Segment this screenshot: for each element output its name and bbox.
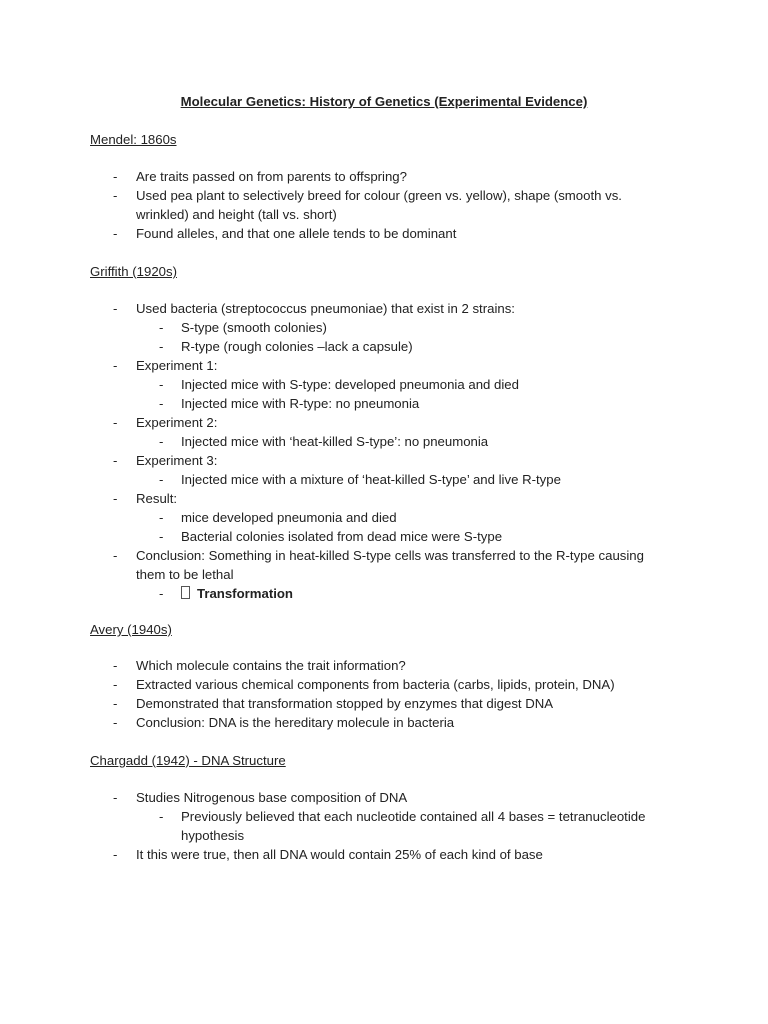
bullet-dash: - — [113, 226, 118, 241]
list-item-text: Bacterial colonies isolated from dead mice were S-type — [181, 529, 503, 544]
sub-list-item — [0, 432, 768, 451]
list-item-text: Used bacteria (streptococcus pneumoniae) that exist in 2 strains: — [136, 301, 515, 316]
bullet-dash: - — [113, 696, 118, 711]
list-item-text: It this were true, then all DNA would contain 25% of each kind of base — [136, 847, 543, 862]
list-item-text: Conclusion: DNA is the hereditary molecule in bacteria — [136, 715, 455, 730]
sub-list-item — [0, 470, 768, 489]
list-item — [0, 299, 768, 318]
bullet-dash: - — [159, 339, 164, 354]
sub-list-item — [0, 584, 768, 603]
list-item — [0, 451, 768, 470]
section-heading-mendel: Mendel: 1860s — [90, 132, 177, 147]
section-heading-avery: Avery (1940s) — [90, 622, 172, 637]
griffith-list — [0, 299, 768, 603]
list-item-text: Experiment 1: — [136, 358, 218, 373]
bullet-dash: - — [113, 188, 118, 203]
list-item-text: mice developed pneumonia and died — [181, 510, 397, 525]
list-item-text: Which molecule contains the trait information? — [136, 658, 406, 673]
list-item-text: Used pea plant to selectively breed for colour (green vs. yellow), shape (smooth vs. wrinkled) and height (tall vs. short) — [136, 188, 622, 222]
list-item-text: Injected mice with S-type: developed pneumonia and died — [181, 377, 519, 392]
sub-list-item — [0, 508, 768, 527]
list-item — [0, 356, 768, 375]
sub-list-item — [0, 394, 768, 413]
list-item-text: Injected mice with a mixture of ‘heat-killed S-type’ and live R-type — [181, 472, 561, 487]
sub-list-item — [0, 318, 768, 337]
list-item — [0, 713, 768, 732]
bullet-dash: - — [159, 809, 164, 824]
sub-list-item — [0, 527, 768, 546]
bullet-dash: - — [113, 301, 118, 316]
list-item-text: S-type (smooth colonies) — [181, 320, 327, 335]
list-item-text: Extracted various chemical components from bacteria (carbs, lipids, protein, DNA) — [136, 677, 615, 692]
avery-list — [0, 656, 768, 732]
transformation-term: Transformation — [197, 586, 293, 601]
section-heading-chargadd: Chargadd (1942) - DNA Structure — [90, 753, 286, 768]
bullet-dash: - — [113, 677, 118, 692]
list-item — [0, 413, 768, 432]
bullet-dash: - — [113, 358, 118, 373]
list-item-text: Experiment 3: — [136, 453, 218, 468]
list-item — [0, 224, 768, 243]
list-item — [0, 186, 768, 224]
bullet-dash: - — [113, 715, 118, 730]
arrow-glyph-icon — [181, 586, 190, 599]
chargadd-list — [0, 788, 768, 864]
bullet-dash: - — [113, 658, 118, 673]
mendel-list — [0, 167, 768, 243]
list-item — [0, 788, 768, 807]
list-item-text: Found alleles, and that one allele tends to be dominant — [136, 226, 457, 241]
list-item-text: Studies Nitrogenous base composition of DNA — [136, 790, 408, 805]
bullet-dash: - — [113, 169, 118, 184]
bullet-dash: - — [159, 529, 164, 544]
list-item-text: Injected mice with ‘heat-killed S-type’: no pneumonia — [181, 434, 489, 449]
sub-list-item — [0, 807, 768, 845]
bullet-dash: - — [113, 491, 118, 506]
sub-list-item — [0, 375, 768, 394]
bullet-dash: - — [113, 415, 118, 430]
list-item — [0, 546, 768, 584]
list-item-text: Demonstrated that transformation stopped by enzymes that digest DNA — [136, 696, 554, 711]
list-item — [0, 675, 768, 694]
list-item-text: Experiment 2: — [136, 415, 218, 430]
bullet-dash: - — [113, 847, 118, 862]
section-heading-griffith: Griffith (1920s) — [90, 264, 177, 279]
bullet-dash: - — [159, 586, 164, 601]
list-item-text: Result: — [136, 491, 178, 506]
list-item — [0, 489, 768, 508]
bullet-dash: - — [159, 396, 164, 411]
list-item-text: Conclusion: Something in heat-killed S-type cells was transferred to the R-type causing them to be lethal — [136, 548, 644, 582]
list-item — [0, 167, 768, 186]
bullet-dash: - — [113, 548, 118, 563]
list-item-text: Previously believed that each nucleotide contained all 4 bases = tetranucleotide hypothesis — [181, 809, 646, 843]
bullet-dash: - — [113, 790, 118, 805]
bullet-dash: - — [159, 472, 164, 487]
page-title: Molecular Genetics: History of Genetics (Experimental Evidence) — [180, 94, 588, 109]
bullet-dash: - — [159, 377, 164, 392]
bullet-dash: - — [159, 510, 164, 525]
sub-list-item — [0, 337, 768, 356]
list-item-text: Injected mice with R-type: no pneumonia — [181, 396, 420, 411]
list-item — [0, 656, 768, 675]
bullet-dash: - — [113, 453, 118, 468]
bullet-dash: - — [159, 434, 164, 449]
bullet-dash: - — [159, 320, 164, 335]
list-item-text: R-type (rough colonies –lack a capsule) — [181, 339, 413, 354]
list-item — [0, 694, 768, 713]
list-item-text: Are traits passed on from parents to offspring? — [136, 169, 407, 184]
list-item — [0, 845, 768, 864]
